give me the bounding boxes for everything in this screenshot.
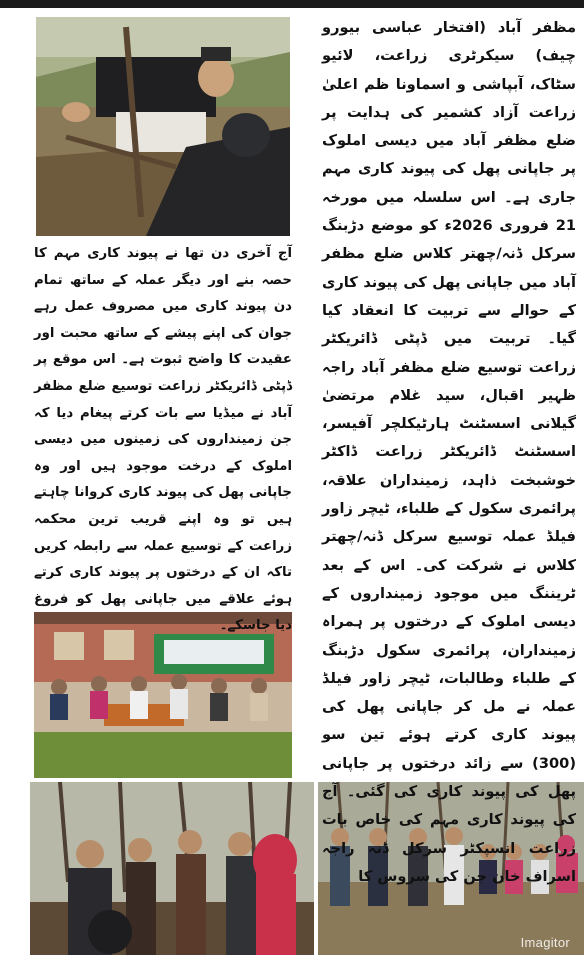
photo-grafting-closeup: [36, 17, 290, 236]
article-paragraph: آج آخری دن تھا نے پیوند کاری مہم کا حصہ بنے اور دیگر عملہ کے ساتھ تمام دن پیوند کاری میں مصروف عمل رہے جوان کی اپنے پیشے کے ساتھ محبت اور عقیدت کا واضح ثبوت ہے۔ اس موقع پر ڈپٹی ڈائریکٹر زراعت توسیع ضلع مظفر آباد نے میڈیا سے بات کرتے پیغام دیا کہ جن زمینداروں کی زمینوں میں دیسی املوک کے درخت موجود ہیں اور وہ جاپانی پھل کی پیوند کاری کروانا چاہتے ہیں تو وہ اپنے قریب ترین محکمہ زراعت کے توسیع عملہ سے رابطہ کریں تاکہ ان کے درختوں پر پیوند کاری کرتے ہوئے علاقے میں جاپانی پھل کو فروغ دیا جاسکے۔: [34, 246, 292, 634]
top-border: [0, 0, 584, 8]
article-paragraph: مظفر آباد (افتخار عباسی بیورو چیف) سیکرٹری زراعت، لائیو سٹاک، آبپاشی و اسماونا ظم اعلیٰ زراعت آزاد کشمیر کی ہدایت پر ضلع مظفر آباد میں دیسی املوک پر جاپانی پھل کی پیوند کاری مہم جاری ہے۔ اس سلسلہ میں مورخہ 21 فروری 2026ء کو موضع دڑبنگ سرکل ڈنہ/چھتر کلاس ضلع مظفر آباد میں جاپانی پھل کی پیوند کاری کے حوالے سے تربیت کا انعقاد کیا گیا۔ تربیت میں ڈپٹی ڈائریکٹر زراعت توسیع ضلع مظفر آباد راجہ ظہیر اقبال، سید غلام مرتضیٰ گیلانی اسسٹنٹ ہارٹیکلچر آفیسر، اسسٹنٹ ڈائریکٹر زراعت ڈاکٹر خوشبخت ذاہد، زمینداران علاقہ، پرائمری سکول کے طلباء، ٹیچر زاور فیلڈ عملہ توسیع سرکل ڈنہ/چھتر کلاس نے شرکت کی۔ اس کے بعد ٹریننگ میں موجود زمینداروں کے دیسی املوک کے درختوں پر ہمراہ زمینداران، پرائمری سکول دڑبنگ کے طلباء وطالبات، ٹیچر زاور فیلڈ عملہ نے مل کر جاپانی پھل کی پیوند کاری کرتے ہوئے تین سو (300) سے زائد درختوں پر جاپانی پھل کی پیوند کاری کی گئی۔ آج کی پیوند کاری مہم کی خاص بات زراعت انسپکٹر سرکل ڈنہ راجہ اسراف خان جن کی سروس کا: [322, 19, 576, 885]
article-right-column: [322, 14, 576, 893]
photo-group-in-orchard: [30, 782, 314, 955]
article-left-column: [34, 241, 292, 642]
watermark-text: Imagitor: [520, 935, 570, 950]
